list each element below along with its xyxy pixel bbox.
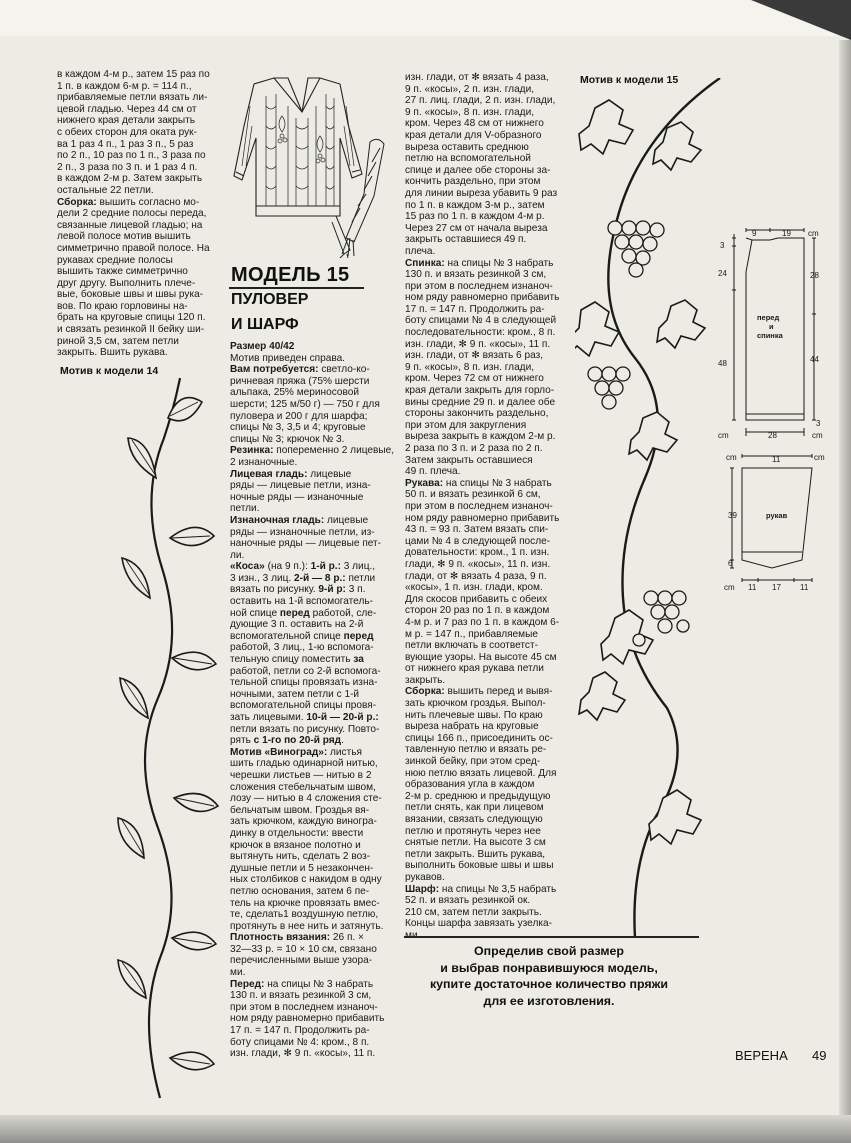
text-line: в каждом 4-м р., затем 15 раз по [57,69,210,80]
text-line: петлю на вспомогательной [405,153,531,165]
schema-sleeve-left-6: 6 [728,559,733,568]
text-line: кром. Через 72 см от нижнего [405,373,544,385]
page-bottom-shadow [0,1115,851,1143]
text-line: друг другу. Выполнить плече- [57,277,196,289]
schema-sleeve-label: рукав [766,511,788,520]
text-line: 130 п. и вязать резинкой 3 см, [405,269,547,281]
schema-front-bottom-cm-right: cm [812,431,823,440]
text-line: пуловера и 200 г для шарфа; [230,410,368,422]
motif-15-label: Мотив к модели 15 [580,74,679,86]
text-line: 2 п., 3 раза по 3 п. и 1 раз 4 п. [57,161,198,173]
schema-front-right-3: 3 [816,419,821,428]
text-line: выреза закрыть в каждом 2-м р. [405,431,556,443]
text-line: 3 изн., 3 лиц. 2-й — 8 р.: петли [230,572,376,584]
text-line: довательности: кром., 1 п. изн. [405,547,550,559]
text-line: при этом для закругления [405,419,527,431]
text-line: 210 см, затем петли закрыть. [405,906,542,918]
text-line: с обеих сторон для оката рук- [57,126,197,138]
text-line: 17 п. = 147 п. Продолжить ра- [405,303,545,315]
magazine-name: ВЕРЕНА [735,1048,788,1063]
sweater-illustration [222,66,397,258]
text-line: Сборка: вышить согласно мо- [57,196,200,208]
slogan-line-3: купите достаточное количество пряжи [429,977,669,991]
text-line: спицы № 3, 3,5 и 4; круговые [230,422,366,434]
text-line: ной спице перед работой, сле- [230,607,377,619]
text-line: 2 раза по 3 п. и 2 раза по 2 п. [405,443,543,454]
page-corner [751,0,851,40]
slogan-line-1: Определив свой размер [474,944,624,958]
schema-sleeve-bottom-17: 17 [772,583,781,592]
text-line: Концы шарфа завязать узелка- [405,918,552,930]
text-line: и связать резинкой II бейку ши- [57,324,205,336]
model-subtitle-line1: ПУЛОВЕР [231,291,309,308]
text-line: Плотность вязания: 26 п. × [230,932,364,944]
text-line: петлю и протянуть через нее [405,825,541,837]
text-line: цевой гладью. Через 44 см от [57,103,197,115]
text-line: от нижнего края рукава петли [405,663,544,675]
text-line: шить гладью одинарной нитью, [230,758,378,770]
text-line: 32—33 р. = 10 × 10 см, связано [230,943,377,955]
text-line: крючок в вязаное полотно и [230,839,361,851]
text-line: края детали закрыть для горло- [405,385,555,397]
text-line: левой полосе мотив вышить [57,231,191,243]
text-line: вязать по рисунку. 9-й р: 3 п. [230,584,366,596]
text-line: по 2 п., 10 раз по 1 п., 3 раза по [57,150,206,162]
text-line: боту спицами № 4 в следующей [405,315,557,327]
text-line: образования угла в каждом [405,779,535,791]
text-line: ном ряду равномерно прибавить [405,292,560,304]
text-line: Мотив приведен справа. [230,352,345,364]
schema-sleeve-bottom-11a: 11 [748,583,757,592]
title-divider [229,287,364,289]
text-line: плеча. [405,245,436,257]
text-line: перечисленными выше узора- [230,955,373,967]
text-line: Шарф: на спицы № 3,5 набрать [405,883,557,895]
text-line: сторон 20 раз по 1 п. в каждом [405,605,550,617]
text-line: вспомогательной спице перед [230,630,374,642]
text-line: остальные 22 петли. [57,184,154,196]
text-line: 2 изнаночные. [230,456,298,468]
text-line: шерсти; 125 м/50 г) — 750 г для [230,398,380,410]
text-line: дующие 3 п. оставить на 2-й [230,619,364,631]
slogan-divider [404,936,699,938]
text-line: вые, боковые швы и швы рука- [57,289,204,301]
text-line: Мотив «Виноград»: листья [230,746,362,758]
text-line: петли вязать по рисунку. Повто- [230,723,380,735]
text-line: ва 1 раз 4 п., 1 раз 3 п., 5 раз [57,138,194,150]
model-subtitle-line2: И ШАРФ [231,316,299,333]
text-line: работой, 3 лиц., 1-ю вспомога- [230,642,374,654]
text-line: выреза набрать на круговые [405,721,539,733]
text-line: рять с 1-го по 20-й ряд. [230,735,344,747]
text-line: спицы № 3; крючок № 3. [230,433,345,445]
text-line: боту спицами № 4: кром., 8 п. [230,1036,370,1048]
schema-front-left-3: 3 [720,241,725,250]
text-line: ночными, затем петли с 1-й [230,688,360,700]
text-line: те, сделать1 воздушную петлю, [230,909,379,921]
text-line: прибавляемые петли вязать ли- [57,92,208,104]
text-line: края детали для V-образного [405,129,542,141]
schema-front-right-44: 44 [810,355,819,364]
schema-front-label-3: спинка [757,331,783,340]
text-line: 9 п. «косы», 8 п. изн. глади, [405,361,535,373]
text-line: 49 п. плеча. [405,466,461,478]
text-line: цами № 4 в следующей после- [405,535,551,547]
text-line: ли. [230,549,245,561]
text-line: петли включать в соответст- [405,640,538,652]
schema-front-left-24: 24 [718,269,727,278]
text-line: тельной спицы провязать изна- [230,677,378,689]
text-line: душные петли и 5 незакончен- [230,862,374,874]
text-line: вытянуть нить, сделать 2 воз- [230,851,371,863]
text-line: Вам потребуется: светло-ко- [230,364,370,376]
text-line: вины средние 29 п. и далее обе [405,396,556,408]
text-line: глади, ✻ 9 п. «косы», 11 п. изн. [405,558,551,570]
text-line: бельчатым швом. Гроздья вя- [230,804,370,816]
page-edge-shadow [839,40,851,1120]
text-line: 9 п. «косы», 8 п. изн. глади, [405,106,535,118]
text-line: выполнить боковые швы и швы [405,860,554,872]
text-line: спице и далее обе стороны за- [405,164,551,176]
motif-14-label: Мотив к модели 14 [60,365,159,377]
text-line: Размер 40/42 [230,341,295,352]
yarn-advice-box [404,943,694,1009]
schema-front-top-b: 19 [782,229,791,238]
text-line: оставить на 1-й вспомогатель- [230,596,373,608]
grape-vine-motif [575,78,725,938]
text-line: брать на круговые спицы 120 п. [57,312,206,324]
leaf-vine-motif [110,378,230,1100]
text-line: по 1 п. в каждом 3-м р., затем [405,199,545,211]
text-line: 9 п. «косы», 2 п. изн. глади, [405,83,535,95]
text-line: выреза оставить среднюю [405,141,529,153]
text-line: закрыть. [405,674,446,686]
text-line: м р. = 147 п., прибавляемые [405,628,538,640]
text-line: связанные лицевой гладью; на [57,219,203,231]
text-line: тель на крючке провязать вмес- [230,897,380,909]
schema-sleeve-top-11: 11 [772,455,781,464]
slogan-line-4: для ее изготовления. [483,993,615,1008]
schema-front-top-unit: cm [808,229,819,238]
text-line: вязании, связать следующую [405,814,543,825]
text-line: изн. глади, от ✻ вязать 4 раза, [405,72,549,83]
text-line: Через 27 см от начала выреза [405,222,548,234]
text-line: 130 п. и вязать резинкой 3 см, [230,990,372,1002]
text-line: дели 2 средние полосы переда, [57,208,207,220]
text-line: Лицевая гладь: лицевые [230,468,352,480]
text-line: Спинка: на спицы № 3 набрать [405,257,554,269]
text-line: ричневая пряжа (75% шерсти [230,375,370,387]
text-line: при этом в последнем изнаноч- [405,500,553,512]
schema-sleeve-top-cm: cm [726,453,737,462]
schema-front-top-a: 9 [752,229,757,238]
text-line: кром. Через 48 см от нижнего [405,118,544,130]
schema-front-right-28: 28 [810,271,819,280]
text-line: 17 п. = 147 п. Продолжить ра- [230,1025,370,1037]
text-line: 43 п. = 93 п. Затем вязать спи- [405,524,549,536]
text-line: спицы 166 п., присоединить ос- [405,732,553,744]
text-line: протянуть в нее нить и затянуть. [230,920,384,932]
text-line: ночные ряды — изнаночные [230,491,364,503]
text-column-3 [405,72,559,942]
text-line: в каждом 2-м р. Затем закрыть [57,173,203,185]
text-line: Резинка: попеременно 2 лицевые, [230,445,395,457]
text-line: альпака, 25% мериносовой [230,387,359,399]
text-line: Для скосов прибавить с обеих [405,593,548,605]
text-line: зинкой бейку, при этом сред- [405,756,541,768]
text-line: 50 п. и вязать резинкой 6 см, [405,489,541,501]
text-line: Перед: на спицы № 3 набрать [230,978,374,990]
text-line: 1 п. в каждом 6-м р. = 114 п., [57,80,192,92]
text-line: закрыть оставшиеся 49 п. [405,234,527,246]
text-line: ряды — лицевые петли, изна- [230,480,371,492]
text-line: вующие узоры. На высоте 45 см [405,651,557,663]
text-line: наночные ряды — лицевые пет- [230,538,382,550]
sleeve-schema [712,450,830,594]
text-line: нить плечевые швы. По краю [405,709,543,721]
text-line: черешки листьев — нитью в 2 [230,769,372,781]
top-margin [0,0,851,36]
text-line: кончить раздельно, при этом [405,176,541,188]
text-line: симметрично правой полосе. На [57,242,210,254]
text-line: зать крючком гроздья. Выпол- [405,698,546,710]
text-line: вышить также симметрично [57,266,188,278]
schema-sleeve-bottom-cm: cm [724,583,735,592]
slogan-line-2: и выбрав понравившуюся модель, [440,960,658,975]
text-line: нижнего края детали закрыть [57,115,195,127]
text-line: изн. глади, от ✻ вязать 6 раз, [405,350,544,362]
text-line: ном ряду равномерно прибавить [405,512,560,524]
text-line: рукавов. [405,871,445,883]
text-line: рукавах средние полосы [57,254,173,266]
text-line: петли закрыть. Вшить рукава, [405,848,546,860]
text-line: петлю основания, затем 6 пе- [230,885,370,897]
text-line: лозу — нитью в 4 сложения сте- [230,793,382,805]
front-back-schema [712,226,830,444]
text-line: 4-м р. и 7 раз по 1 п. в каждом 6- [405,616,560,628]
text-line: ных столбиков с накидом в одну [230,874,382,886]
text-line: нюю петлю вязать лицевой. Для [405,767,557,779]
text-line: ряды — изнаночные петли, из- [230,526,375,538]
text-line: 27 п. лиц. глади, 2 п. изн. глади, [405,95,556,107]
model-title: МОДЕЛЬ 15 [231,264,350,286]
page-number: 49 [812,1048,827,1063]
text-line: «косы», 1 п. изн. глади, кром. [405,582,543,594]
text-column-2 [230,341,394,1060]
text-line: 2-м р. среднюю и предыдущую [405,790,551,802]
text-line: петли. [230,503,260,515]
text-line: петли снять, как при лицевом [405,802,544,814]
text-line: Рукава: на спицы № 3 набрать [405,477,552,489]
text-line: 15 раз по 1 п. в каждом 4-м р. [405,211,545,223]
text-line: тавленную петлю и вязать ре- [405,744,547,756]
text-line: Изнаночная гладь: лицевые [230,514,369,526]
text-line: для линии выреза убавить 9 раз [405,187,558,199]
text-line: риной 3,5 см, затем петли [57,335,179,347]
schema-front-label-2: и [769,322,774,331]
text-line: последовательности: кром., 8 п. [405,327,556,339]
text-line: «Коса» (на 9 п.): 1-й р.: 3 лиц., [230,561,376,573]
text-line: Сборка: вышить перед и вывя- [405,686,553,698]
schema-sleeve-left-39: 39 [728,511,737,520]
text-line: работой, петли со 2-й вспомога- [230,665,381,677]
text-line: 52 п. и вязать резинкой ок. [405,895,531,907]
schema-front-label-1: перед [757,313,780,322]
text-line: тельную спицу поместить за [230,654,364,666]
text-line: снятые петли. На высоте 3 см [405,837,546,849]
text-line: при этом в последнем изнаноч- [405,280,553,292]
text-column-1 [57,69,210,359]
text-line: сложения стебельчатым швом, [230,781,376,793]
schema-sleeve-bottom-11b: 11 [800,583,809,592]
schema-front-bottom-28: 28 [768,431,777,440]
text-line: вов. По краю горловины на- [57,300,188,312]
text-line: глади, от ✻ вязать 4 раза, 9 п. [405,570,547,582]
schema-front-bottom-cm-left: cm [718,431,729,440]
text-line: ми. [230,967,246,979]
text-line: при этом в последнем изнаноч- [230,1001,378,1013]
text-line: изн. глади, ✻ 9 п. «косы», 11 п. [230,1048,376,1060]
text-line: закрыть. Вшить рукава. [57,347,168,359]
text-line: ном ряду равномерно прибавить [230,1013,385,1025]
text-line: вспомогательной спицы провя- [230,700,377,712]
text-line: стороны закончить раздельно, [405,408,549,420]
schema-front-left-48: 48 [718,359,727,368]
text-line: Затем закрыть оставшиеся [405,454,533,466]
text-line: динку в отдельности: ввести [230,827,364,839]
schema-sleeve-top-cm2: cm [814,453,825,462]
text-line: зать лицевыми. 10-й — 20-й р.: [230,712,379,723]
text-line: изн. глади, ✻ 9 п. «косы», 11 п. [405,338,551,350]
text-line: зать крючком, каждую виногра- [230,816,377,828]
